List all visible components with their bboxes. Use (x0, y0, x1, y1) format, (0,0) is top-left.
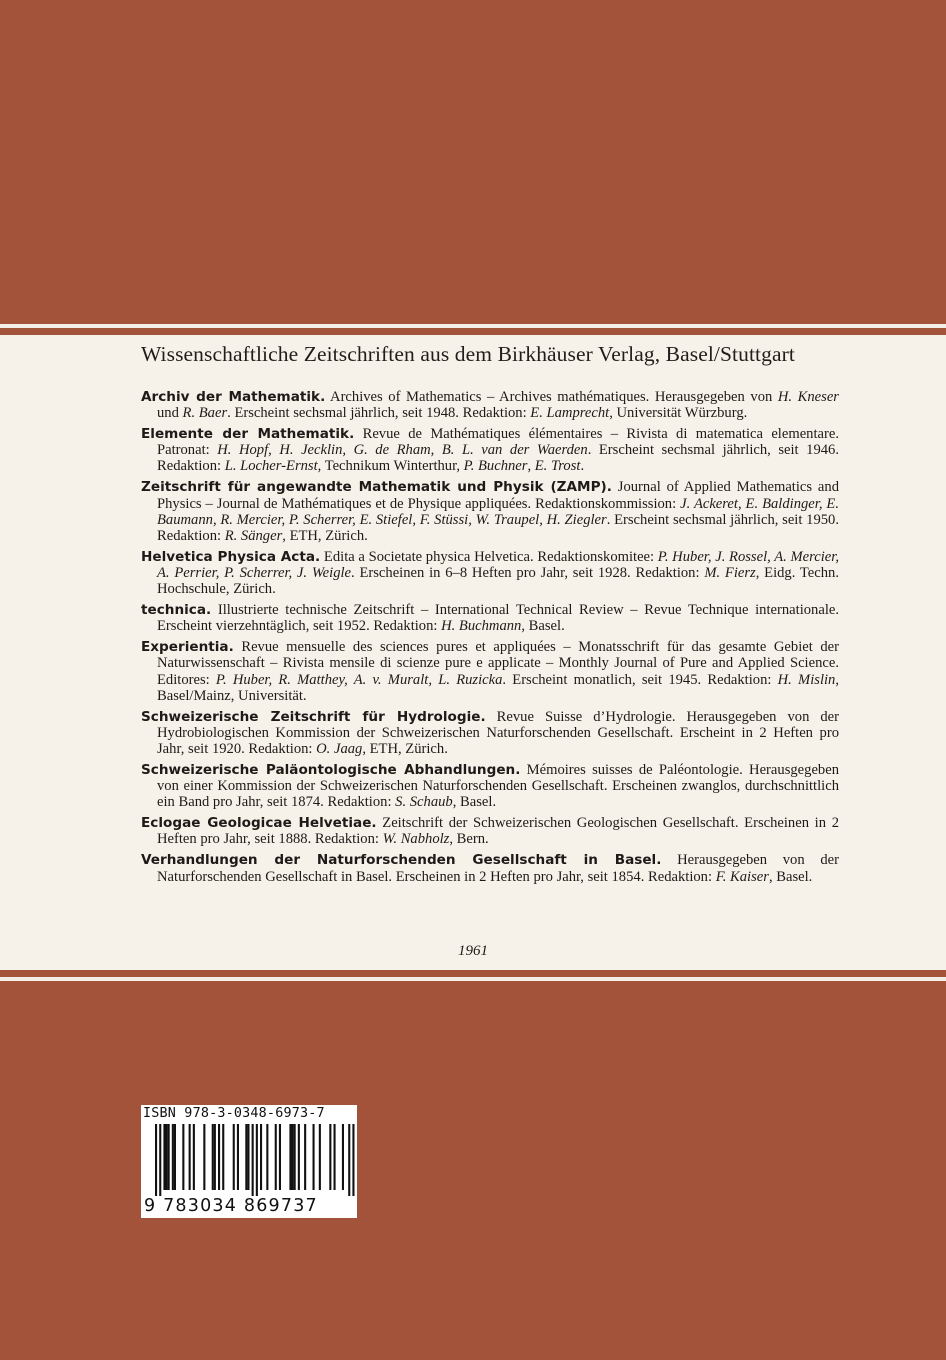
barcode-bar (329, 1124, 331, 1190)
journal-entry-helvetica-physica-acta: Helvetica Physica Acta. Edita a Societate physica Helvetica. Redaktionskomitee: P. Huber, J. Rossel, A. Mercier, A. Perrier, P. Scherrer, J. Weigle. Erscheinen in 6–8 Heften pro Jahr, seit 1928. Redaktion: M. Fierz, Eidg. Techn. Hochschule, Zürich. (141, 548, 839, 598)
barcode-bar (313, 1124, 315, 1190)
journal-entry-experientia: Experientia. Revue mensuelle des sciences pures et appliquées – Monatsschrift für das gesamte Gebiet der Naturwissenschaft – Rivista mensile di scienze pure e applicate – Monthly Journal of Pure and Applied Science. Editores: P. Huber, R. Matthey, A. v. Muralt, L. Ruzicka. Erscheint monatlich, seit 1945. Redaktion: H. Mislin, Basel/Mainz, Universität. (141, 639, 840, 704)
barcode-bar (304, 1124, 306, 1190)
journal-entry-verhandlungen-naturforschende-gesellschaft-basel: Verhandlungen der Naturforschenden Gesellschaft in Basel. Herausgegeben von der Naturforschenden Gesellschaft in Basel. Erscheinen in 2 Heften pro Jahr, seit 1854. Redaktion: F. Kaiser, Basel. (141, 852, 839, 885)
ean-digits: 9 783034 869737 (144, 1196, 318, 1216)
barcode-bar (342, 1124, 344, 1190)
barcode-bars (141, 1124, 357, 1196)
barcode-bar (155, 1124, 157, 1196)
isbn-barcode (141, 1105, 357, 1218)
barcode-bar (214, 1124, 216, 1190)
journal-entry-elemente-der-mathematik: Elemente der Mathematik. Revue de Mathématiques élémentaires – Rivista di matematica elementare. Patronat: H. Hopf, H. Jecklin, G. de Rham, B. L. van der Waerden. Erscheint sechsmal jährlich, seit 1946. Redaktion: L. Locher-Ernst, Technikum Winterthur, P. Buchner, E. Trost. (141, 426, 839, 475)
barcode-bar (247, 1124, 249, 1190)
journal-entry-schweizerische-zeitschrift-fuer-hydrologie: Schweizerische Zeitschrift für Hydrologie. Revue Suisse d’Hydrologie. Herausgegeben von der Hydrobiologischen Kommission der Schweizerischen Naturforschenden Gesellschaft. Erscheint in 2 Heften pro Jahr, seit 1920. Redaktion: O. Jaag, ETH, Zürich. (141, 708, 839, 757)
barcode-bar (222, 1124, 224, 1190)
barcode-bar (159, 1124, 161, 1196)
barcode-bar (233, 1124, 235, 1190)
barcode-bar (172, 1124, 174, 1190)
barcode-bar (279, 1124, 281, 1190)
barcode-bar (163, 1124, 165, 1190)
journal-list (141, 389, 839, 890)
barcode-bar (319, 1124, 321, 1190)
barcode-bar (334, 1124, 336, 1190)
barcode-bar (352, 1124, 354, 1196)
barcode-bar (193, 1124, 195, 1190)
barcode-bar (182, 1124, 184, 1190)
barcode-bar (298, 1124, 300, 1190)
barcode-bar (289, 1124, 291, 1190)
journal-entry-zamp: Zeitschrift für angewandte Mathematik und Physik (ZAMP). Journal of Applied Mathematics and Physics – Journal de Mathématiques et de Physique appliquées. Redaktionskommission: J. Ackeret, E. Baldinger, E. Baumann, R. Mercier, P. Scherrer, E. Stiefel, F. Stüssi, W. Traupel, H. Ziegler. Erscheint sechsmal jährlich, seit 1950. Redaktion: R. Sänger, ETH, Zürich. (141, 479, 839, 544)
journal-entry-archiv-der-mathematik: Archiv der Mathematik. Archives of Mathematics – Archives mathématiques. Herausgegeben von H. Kneser und R. Baer. Erscheint sechsmal jährlich, seit 1948. Redaktion: E. Lamprecht, Universität Würzburg. (141, 389, 839, 422)
journal-entry-eclogae-geologicae-helvetiae: Eclogae Geologicae Helvetiae. Zeitschrift der Schweizerischen Geologischen Gesellschaft. Erscheinen in 2 Heften pro Jahr, seit 1888. Redaktion: W. Nabholz, Bern. (141, 815, 839, 848)
journal-entry-technica: technica. Illustrierte technische Zeitschrift – International Technical Review – Revue Technique internationale. Erscheint vierzehntäglich, seit 1952. Redaktion: H. Buchmann, Basel. (141, 602, 839, 635)
barcode-bar (168, 1124, 170, 1190)
publisher-heading: Wissenschaftliche Zeitschriften aus dem Birkhäuser Verlag, Basel/Stuttgart (141, 342, 795, 366)
barcode-bar (203, 1124, 205, 1190)
barcode-bar (294, 1124, 296, 1190)
barcode-bar (212, 1124, 214, 1190)
barcode-bar (292, 1124, 294, 1190)
journal-entry-schweizerische-palaeontologische-abhandlungen: Schweizerische Paläontologische Abhandlungen. Mémoires suisses de Paléontologie. Herausgegeben von einer Kommission der Schweizerischen Naturforschenden Gesellschaft. Erscheinen zwanglos, durchschnittlich ein Band pro Jahr, seit 1874. Redaktion: S. Schaub, Basel. (141, 761, 839, 811)
barcode-bar (174, 1124, 176, 1190)
year-label: 1961 (458, 943, 488, 959)
bottom-rule-outer (0, 977, 946, 981)
barcode-bar (189, 1124, 191, 1190)
barcode-bar (266, 1124, 268, 1190)
barcode-bar (237, 1124, 239, 1190)
barcode-bar (275, 1124, 277, 1190)
barcode-bar (348, 1124, 350, 1196)
isbn-label: ISBN 978-3-0348-6973-7 (143, 1106, 325, 1121)
barcode-bar (245, 1124, 247, 1190)
barcode-bar (256, 1124, 258, 1196)
barcode-bar (260, 1124, 262, 1190)
barcode-bar (218, 1124, 220, 1190)
barcode-bar (166, 1124, 168, 1190)
barcode-bar (252, 1124, 254, 1196)
top-rule-outer (0, 324, 946, 328)
